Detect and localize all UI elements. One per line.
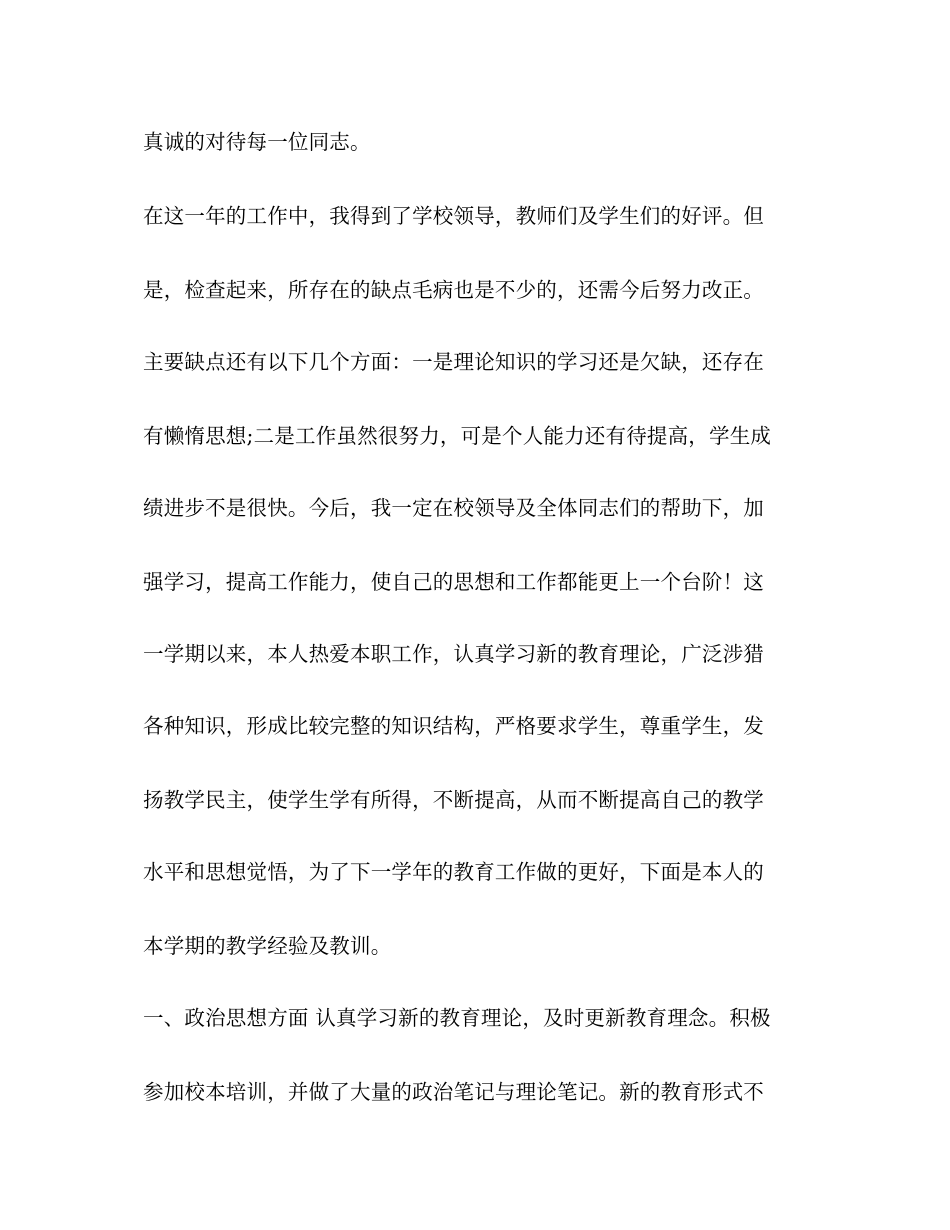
text-line-10: 扬教学民主，使学生学有所得，不断提高，从而不断提高自己的教学 bbox=[143, 788, 764, 812]
text-line-2: 在这一年的工作中，我得到了学校领导，教师们及学生们的好评。但 bbox=[143, 204, 764, 228]
text-line-3: 是，检查起来，所存在的缺点毛病也是不少的，还需今后努力改正。 bbox=[143, 278, 764, 302]
section-heading-line: 一、政治思想方面 认真学习新的教育理论，及时更新教育理念。积极 bbox=[143, 1006, 771, 1030]
text-line-6: 绩进步不是很快。今后，我一定在校领导及全体同志们的帮助下，加 bbox=[143, 496, 764, 520]
text-line-12: 本学期的教学经验及教训。 bbox=[143, 934, 392, 958]
text-line-7: 强学习，提高工作能力，使自己的思想和工作都能更上一个台阶！这 bbox=[143, 570, 764, 594]
text-line-11: 水平和思想觉悟，为了下一学年的教育工作做的更好，下面是本人的 bbox=[143, 860, 764, 884]
text-line-1: 真诚的对待每一位同志。 bbox=[143, 130, 371, 154]
text-line-4: 主要缺点还有以下几个方面：一是理论知识的学习还是欠缺，还存在 bbox=[143, 350, 764, 374]
text-line-5: 有懒惰思想;二是工作虽然很努力，可是个人能力还有待提高，学生成 bbox=[143, 424, 772, 448]
text-line-9: 各种知识，形成比较完整的知识结构，严格要求学生，尊重学生，发 bbox=[143, 714, 764, 738]
text-line-14: 参加校本培训，并做了大量的政治笔记与理论笔记。新的教育形式不 bbox=[143, 1080, 764, 1104]
text-line-8: 一学期以来，本人热爱本职工作，认真学习新的教育理论，广泛涉猎 bbox=[143, 642, 764, 666]
